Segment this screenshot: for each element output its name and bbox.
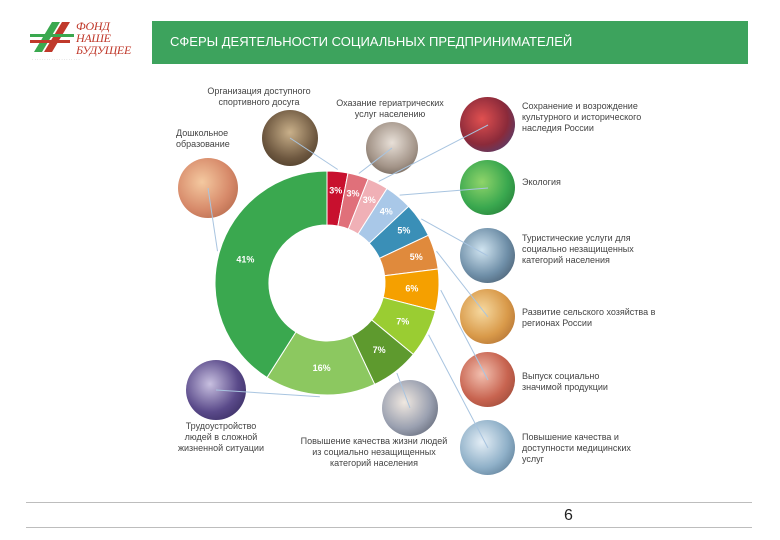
label-sport: Организация доступного спортивного досуга [207,86,311,107]
label-agriculture: Развитие сельского хозяйства в регионах России [522,307,656,328]
connector-1 [290,138,338,170]
connector-9 [397,373,410,408]
logo-tagline: · · · · · · · · · · · · · · · · · · · · [32,57,80,62]
logo-text: ФОНД НАШЕ БУДУЩЕЕ [76,19,131,57]
connector-3 [379,125,488,181]
label-production: Выпуск социально значимой продукции [522,371,608,392]
connector-6 [436,251,488,317]
connector-8 [429,335,488,448]
value-label-9: 7% [372,345,386,356]
value-label-8: 7% [396,316,410,327]
value-label-6: 5% [409,252,423,263]
label-quality-of-life: Повышение качества жизни людей из социально незащищенных категорий населения [300,436,448,468]
value-label-11: 41% [236,254,255,265]
footer-divider-top [26,502,752,503]
label-preschool: Дошкольное образование [176,128,230,149]
page-title: СФЕРЫ ДЕЯТЕЛЬНОСТИ СОЦИАЛЬНЫХ ПРЕДПРИНИМАТЕЛЕЙ [170,34,573,49]
value-label-7: 6% [405,283,419,294]
value-label-1: 3% [329,185,343,196]
connector-11 [208,188,218,251]
value-label-10: 16% [312,362,331,373]
label-heritage: Сохранение и возрождение культурного и исторического наследия России [522,101,642,133]
connector-4 [400,188,488,195]
label-ecology: Экология [522,177,561,187]
value-label-5: 5% [397,225,411,236]
value-label-4: 4% [379,206,393,217]
label-tourism: Туристические услуги для социально незащищенных категорий населения [522,233,634,265]
value-label-3: 3% [362,195,376,206]
connector-2 [359,148,392,174]
label-medical: Повышение качества и доступности медицинских услуг [522,432,631,464]
connector-7 [441,290,488,380]
footer-divider-bottom [26,527,752,528]
label-employment: Трудоустройство людей в сложной жизненной ситуации [178,421,264,453]
page-number: 6 [564,507,573,524]
value-label-2: 3% [346,188,360,199]
label-geriatric: Охазание гериатрических услуг населению [336,98,444,119]
